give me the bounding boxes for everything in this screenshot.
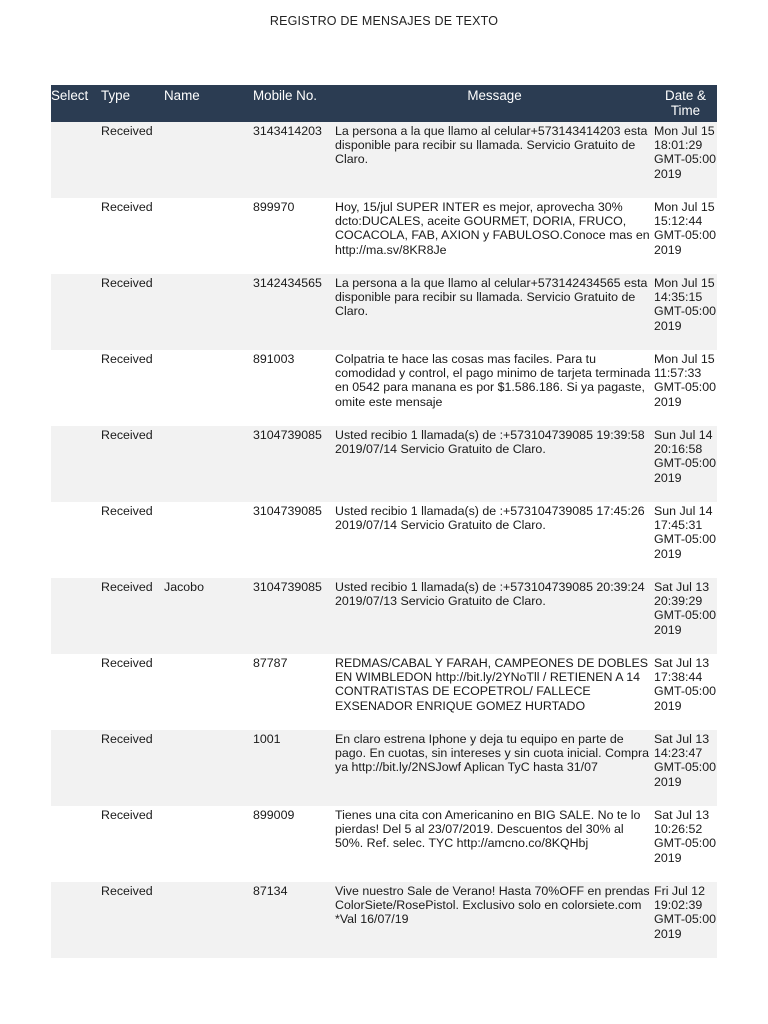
cell-mobile: 899970: [253, 198, 335, 274]
cell-date: Sun Jul 14 20:16:58 GMT-05:00 2019: [654, 426, 717, 502]
cell-mobile: 87134: [253, 882, 335, 958]
cell-type: Received: [101, 654, 164, 730]
table-header: [51, 85, 717, 122]
cell-type: Received: [101, 350, 164, 426]
cell-date: Mon Jul 15 14:35:15 GMT-05:00 2019: [654, 274, 717, 350]
document-title: REGISTRO DE MENSAJES DE TEXTO: [269, 14, 499, 28]
table-row: [51, 806, 717, 882]
cell-type: Received: [101, 730, 164, 806]
cell-name: [164, 122, 253, 198]
table-row: [51, 578, 717, 654]
cell-date: Mon Jul 15 18:01:29 GMT-05:00 2019: [654, 122, 717, 198]
cell-date: Mon Jul 15 11:57:33 GMT-05:00 2019: [654, 350, 717, 426]
cell-message: Tienes una cita con Americanino en BIG SALE. No te lo pierdas! Del 5 al 23/07/2019. Descuentos del 30% al 50%. Ref. selec. TYC http://amcno.co/8KQHbj: [335, 806, 654, 882]
cell-mobile: 899009: [253, 806, 335, 882]
header-mobile: Mobile No.: [253, 85, 335, 122]
cell-select: [51, 806, 101, 882]
cell-date: Sun Jul 14 17:45:31 GMT-05:00 2019: [654, 502, 717, 578]
cell-mobile: 3104739085: [253, 502, 335, 578]
cell-select: [51, 426, 101, 502]
cell-message: REDMAS/CABAL Y FARAH, CAMPEONES DE DOBLES EN WIMBLEDON http://bit.ly/2YNoTll / RETIENEN A 14 CONTRATISTAS DE ECOPETROL/ FALLECE EXSENADOR ENRIQUE GOMEZ HURTADO: [335, 654, 654, 730]
cell-date: Fri Jul 12 19:02:39 GMT-05:00 2019: [654, 882, 717, 958]
sms-log-table: [51, 85, 717, 958]
table-body: [51, 122, 717, 958]
header-select: Select: [51, 85, 101, 122]
cell-name: [164, 730, 253, 806]
cell-type: Received: [101, 578, 164, 654]
cell-select: [51, 198, 101, 274]
cell-name: [164, 350, 253, 426]
cell-select: [51, 578, 101, 654]
cell-name: [164, 274, 253, 350]
cell-type: Received: [101, 426, 164, 502]
cell-name: [164, 654, 253, 730]
cell-date: Mon Jul 15 15:12:44 GMT-05:00 2019: [654, 198, 717, 274]
cell-message: Usted recibio 1 llamada(s) de :+573104739085 17:45:26 2019/07/14 Servicio Gratuito de Claro.: [335, 502, 654, 578]
cell-message: La persona a la que llamo al celular+573142434565 esta disponible para recibir su llamada. Servicio Gratuito de Claro.: [335, 274, 654, 350]
header-type: Type: [101, 85, 164, 122]
cell-type: Received: [101, 122, 164, 198]
header-date: Date & Time: [654, 85, 717, 122]
cell-message: Vive nuestro Sale de Verano! Hasta 70%OFF en prendas ColorSiete/RosePistol. Exclusivo solo en colorsiete.com *Val 16/07/19: [335, 882, 654, 958]
cell-name: [164, 426, 253, 502]
cell-message: En claro estrena Iphone y deja tu equipo en parte de pago. En cuotas, sin intereses y sin cuota inicial. Compra ya http://bit.ly/2NSJowf Aplican TyC hasta 31/07: [335, 730, 654, 806]
cell-select: [51, 122, 101, 198]
table-row: [51, 426, 717, 502]
cell-message: Colpatria te hace las cosas mas faciles. Para tu comodidad y control, el pago minimo de tarjeta terminada en 0542 para manana es por $1.586.186. Si ya pagaste, omite este mensaje: [335, 350, 654, 426]
cell-mobile: 3104739085: [253, 426, 335, 502]
cell-select: [51, 730, 101, 806]
cell-type: Received: [101, 882, 164, 958]
cell-message: La persona a la que llamo al celular+573143414203 esta disponible para recibir su llamada. Servicio Gratuito de Claro.: [335, 122, 654, 198]
cell-select: [51, 502, 101, 578]
cell-select: [51, 882, 101, 958]
cell-name: [164, 806, 253, 882]
cell-type: Received: [101, 198, 164, 274]
cell-mobile: 3104739085: [253, 578, 335, 654]
cell-select: [51, 350, 101, 426]
cell-type: Received: [101, 274, 164, 350]
table-row: [51, 730, 717, 806]
cell-select: [51, 274, 101, 350]
cell-mobile: 1001: [253, 730, 335, 806]
cell-message: Hoy, 15/jul SUPER INTER es mejor, aprovecha 30% dcto:DUCALES, aceite GOURMET, DORIA, FRUCO, COCACOLA, FAB, AXION y FABULOSO.Conoce mas en http://ma.sv/8KR8Je: [335, 198, 654, 274]
cell-name: [164, 882, 253, 958]
table-row: [51, 274, 717, 350]
cell-name: [164, 502, 253, 578]
header-message: Message: [335, 85, 654, 122]
cell-type: Received: [101, 502, 164, 578]
cell-name: [164, 198, 253, 274]
table-row: [51, 502, 717, 578]
cell-select: [51, 654, 101, 730]
table-row: [51, 882, 717, 958]
cell-date: Sat Jul 13 17:38:44 GMT-05:00 2019: [654, 654, 717, 730]
cell-mobile: 891003: [253, 350, 335, 426]
cell-date: Sat Jul 13 14:23:47 GMT-05:00 2019: [654, 730, 717, 806]
cell-mobile: 87787: [253, 654, 335, 730]
cell-name: Jacobo: [164, 578, 253, 654]
header-name: Name: [164, 85, 253, 122]
cell-date: Sat Jul 13 20:39:29 GMT-05:00 2019: [654, 578, 717, 654]
table-row: [51, 198, 717, 274]
cell-mobile: 3143414203: [253, 122, 335, 198]
cell-message: Usted recibio 1 llamada(s) de :+573104739085 19:39:58 2019/07/14 Servicio Gratuito de Claro.: [335, 426, 654, 502]
cell-mobile: 3142434565: [253, 274, 335, 350]
header-row: [51, 85, 717, 122]
table-row: [51, 350, 717, 426]
table-row: [51, 654, 717, 730]
cell-date: Sat Jul 13 10:26:52 GMT-05:00 2019: [654, 806, 717, 882]
cell-type: Received: [101, 806, 164, 882]
cell-message: Usted recibio 1 llamada(s) de :+573104739085 20:39:24 2019/07/13 Servicio Gratuito de Claro.: [335, 578, 654, 654]
table-row: [51, 122, 717, 198]
